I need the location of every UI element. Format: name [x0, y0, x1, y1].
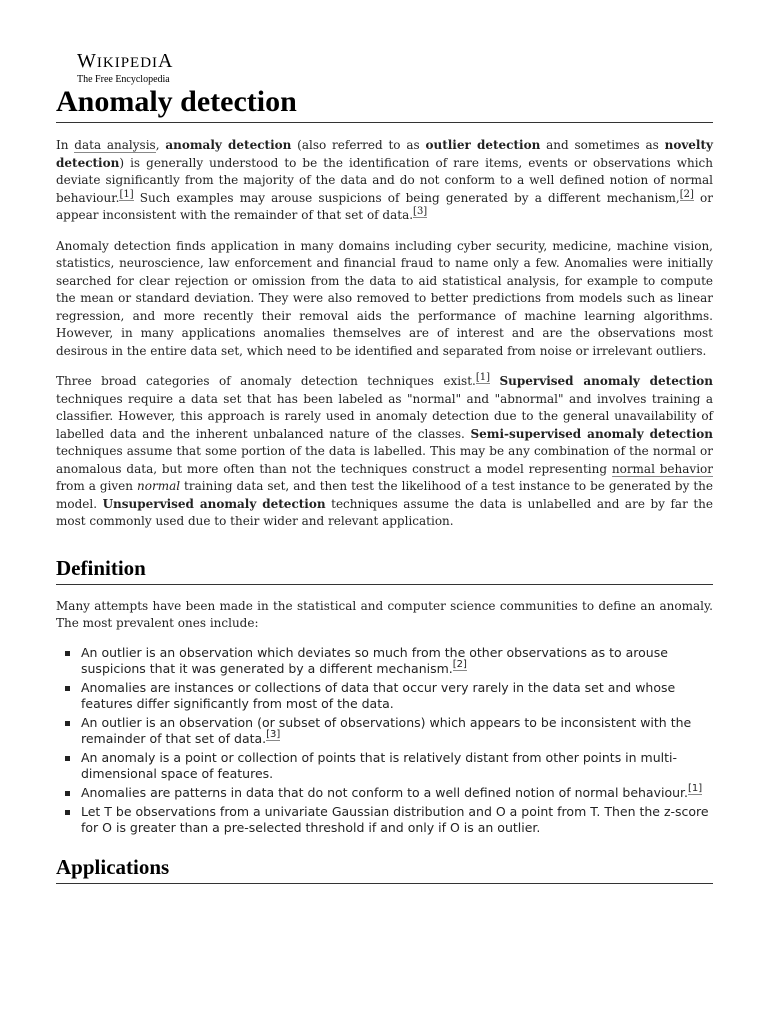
list-item: An outlier is an observation which deviates so much from the other observations as to arouse suspicions that it was generated by a different mechanism.[2]	[56, 645, 713, 677]
link-normal-behavior[interactable]: normal behavior	[611, 461, 713, 476]
citation-3[interactable]: [3]	[266, 729, 281, 741]
section-heading-definition: Definition	[56, 555, 713, 585]
link-data-analysis[interactable]: data analysis	[74, 138, 156, 152]
list-item: An outlier is an observation (or subset of observations) which appears to be inconsistent with the remainder of that set of data.[3]	[56, 715, 713, 747]
citation-2[interactable]: [2]	[679, 188, 694, 200]
list-item: Anomalies are instances or collections of data that occur very rarely in the data set and whose features differ significantly from most of the data.	[56, 680, 713, 712]
intro-paragraph-2: Anomaly detection finds application in many domains including cyber security, medicine, machine vision, statistics, neuroscience, law enforcement and financial fraud to name only a few. Anomalies were initially searched for clear rejection or omission from the data to aid statistical analysis, for example to compute the mean or standard deviation. They were also removed to better predictions from models such as linear regression, and more recently their removal aids the performance of machine learning algorithms. However, in many applications anomalies themselves are of interest and are the observations most desirous in the entire data set, which need to be identified and separated from noise or irrelevant outliers.	[56, 238, 713, 358]
bullet-icon	[65, 756, 70, 761]
citation-3[interactable]: [3]	[413, 206, 428, 217]
citation-2[interactable]: [2]	[452, 659, 467, 671]
bullet-icon	[65, 651, 70, 656]
intro-paragraph-1: In data analysis, anomaly detection (also referred to as outlier detection and sometimes as novelty detection) is generally understood to be the identification of rare items, events or observations which deviate significantly from the majority of the data and do not conform to a well defined notion of normal behaviour.[1] Such examples may arouse suspicions of being generated by a different mechanism,[2] or appear inconsistent with the remainder of that set of data.[3]	[56, 138, 714, 222]
section-heading-applications: Applications	[56, 854, 713, 884]
list-item: An anomaly is a point or collection of points that is relatively distant from other points in multi-dimensional space of features.	[56, 750, 713, 782]
bullet-icon	[65, 810, 70, 815]
page-title: Anomaly detection	[56, 84, 713, 123]
citation-1[interactable]: [1]	[475, 372, 491, 383]
definition-list	[56, 645, 713, 836]
bullet-icon	[65, 721, 70, 726]
wikipedia-wordmark: WIKIPEDIA	[77, 50, 174, 72]
article-content	[56, 84, 713, 884]
bullet-icon	[65, 686, 70, 691]
list-item: Let T be observations from a univariate Gaussian distribution and O a point from T. Then the z-score for O is greater than a pre-selected threshold if and only if O is an outlier.	[56, 804, 713, 836]
wikipedia-logo[interactable]	[77, 52, 174, 86]
definition-intro: Many attempts have been made in the statistical and computer science communities to define an anomaly. The most prevalent ones include:	[56, 598, 713, 630]
citation-1[interactable]: [1]	[688, 783, 703, 795]
bullet-icon	[65, 791, 70, 796]
list-item: Anomalies are patterns in data that do not conform to a well defined notion of normal behaviour.[1]	[56, 785, 713, 801]
wikipedia-tagline: The Free Encyclopedia	[77, 74, 170, 85]
citation-1[interactable]: [1]	[119, 188, 134, 200]
intro-paragraph-3: Three broad categories of anomaly detection techniques exist.[1] Supervised anomaly detection techniques require a data set that has been labeled as "normal" and "abnormal" and involves training a classifier. However, this approach is rarely used in anomaly detection due to the general unavailability of labelled data and the inherent unbalanced nature of the classes. Semi-supervised anomaly detection techniques assume that some portion of the data is labelled. This may be any combination of the normal or anomalous data, but more often than not the techniques construct a model representing normal behavior from a given normal training data set, and then test the likelihood of a test instance to be generated by the model. Unsupervised anomaly detection techniques assume the data is unlabelled and are by far the most commonly used due to their wider and relevant application.	[56, 372, 714, 528]
